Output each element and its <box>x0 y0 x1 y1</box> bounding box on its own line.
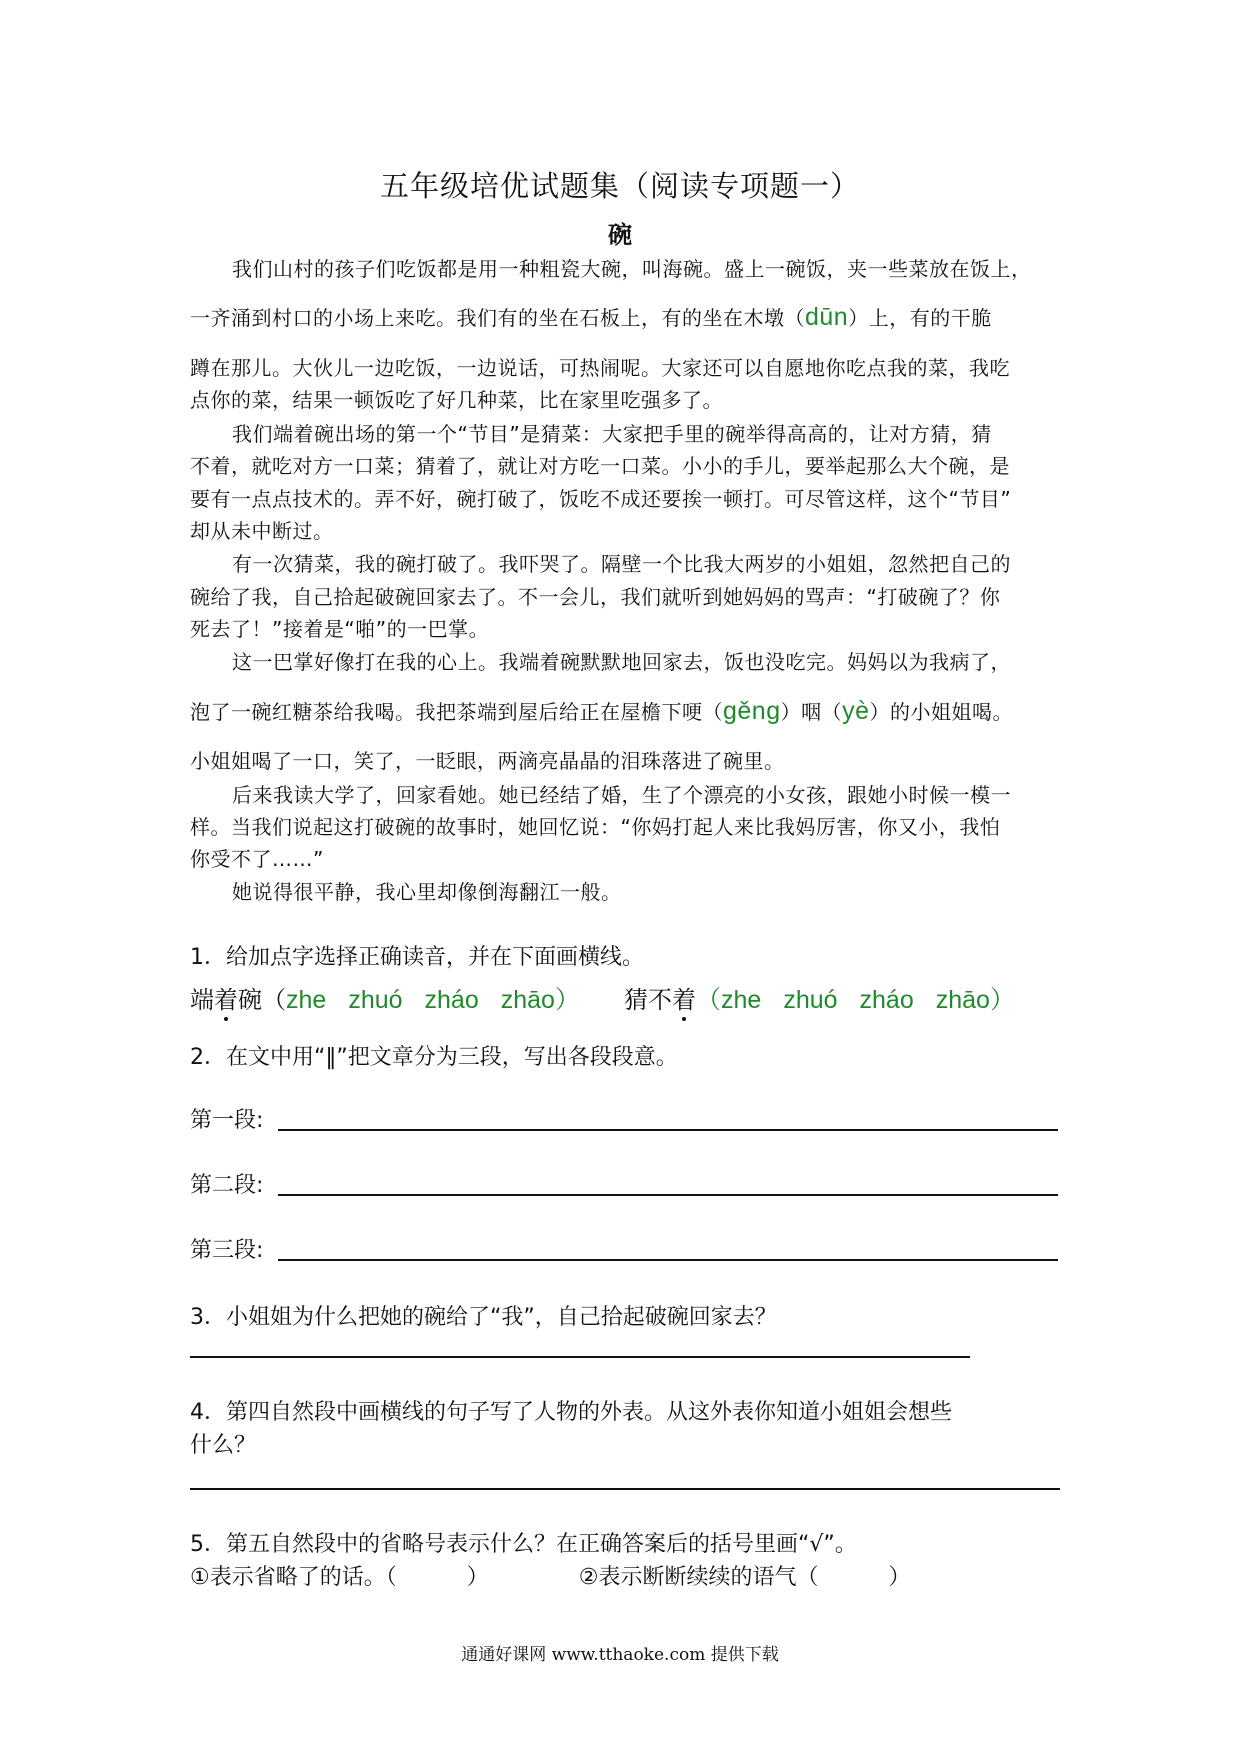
passage-line: 这一巴掌好像打在我的心上。我端着碗默默地回家去，饭也没吃完。妈妈以为我病了， <box>232 650 1011 674</box>
passage-line: 要有一点点技术的。弄不好，碗打破了，饭吃不成还要挨一顿打。可尽管这样，这个“节目” <box>190 487 1012 511</box>
passage-line: 有一次猜菜，我的碗打破了。我吓哭了。隔壁一个比我大两岁的小姐姐，忽然把自己的 <box>232 552 1011 576</box>
q5-choice-2-text: ②表示断断续续的语气（ <box>578 1565 819 1590</box>
q5-choices <box>190 1560 911 1591</box>
q1-bracket: ） <box>554 986 580 1014</box>
pinyin-option[interactable]: zhe <box>721 986 762 1014</box>
q1-word: 端 <box>190 986 214 1014</box>
passage-text: 一齐涌到村口的小场上来吃。我们有的坐在石板上，有的坐在木墩（ <box>190 306 805 330</box>
q1-options <box>190 980 1015 1016</box>
passage-line: 样。当我们说起这打破碗的故事时，她回忆说：“你妈打起人来比我妈厉害，你又小，我怕 <box>190 815 1001 839</box>
pinyin-option[interactable]: zhuó <box>783 986 838 1014</box>
passage-title: 碗 <box>608 221 632 249</box>
passage-text: ）的小姐姐喝。 <box>869 700 1014 724</box>
passage-line <box>190 696 1013 726</box>
segment-2-label: 第二段: <box>190 1173 264 1198</box>
q1-option-group-1 <box>190 980 580 1016</box>
passage-line: 碗给了我，自己拾起破碗回家去了。不一会儿，我们就听到她妈妈的骂声：“打破碗了？你 <box>190 585 1001 609</box>
pinyin-option[interactable]: zhāo <box>500 986 555 1014</box>
passage-text: ）咽（ <box>780 700 843 724</box>
q1-option-group-2 <box>624 980 1015 1016</box>
question-4-line-1: 4．第四自然段中画横线的句子写了人物的外表。从这外表你知道小姐姐会想些 <box>190 1400 952 1425</box>
passage-line: 点你的菜，结果一顿饭吃了好几种菜，比在家里吃强多了。 <box>190 388 723 412</box>
pinyin-option[interactable]: zhe <box>286 986 327 1014</box>
passage-line: 不着，就吃对方一口菜；猜着了，就让对方吃一口菜。小小的手儿，要举起那么大个碗，是 <box>190 454 1010 478</box>
passage-line: 却从未中断过。 <box>190 519 334 543</box>
pinyin-option[interactable]: zháo <box>859 986 914 1014</box>
question-2: 2．在文中用“‖”把文章分为三段，写出各段段意。 <box>190 1045 678 1070</box>
segment-3-label: 第三段: <box>190 1238 264 1263</box>
passage-line: 我们端着碗出场的第一个“节目”是猜菜：大家把手里的碗举得高高的，让对方猜，猜 <box>232 422 992 446</box>
answer-line-q4[interactable] <box>190 1488 1060 1490</box>
passage-line: 小姐姐喝了一口，笑了，一眨眼，两滴亮晶晶的泪珠落进了碗里。 <box>190 749 785 773</box>
q5-choice-2[interactable] <box>579 1565 911 1590</box>
passage-line: 蹲在那儿。大伙儿一边吃饭，一边说话，可热闹呢。大家还可以自愿地你吃点我的菜，我吃 <box>190 356 1010 380</box>
pinyin-option[interactable]: zhuó <box>348 986 403 1014</box>
q5-bracket: ） <box>888 1565 911 1590</box>
q5-choice-1-text: ①表示省略了的话。（ <box>190 1565 397 1590</box>
q5-choice-1[interactable] <box>190 1565 489 1590</box>
q1-bracket: ） <box>989 986 1015 1014</box>
q5-bracket: ） <box>466 1565 489 1590</box>
q1-word: 猜不 <box>623 986 672 1014</box>
passage-line <box>190 302 992 332</box>
q1-bracket: （ <box>695 986 721 1014</box>
dotted-character: 着 <box>671 986 696 1014</box>
dotted-character: 着 <box>214 986 238 1014</box>
pinyin-annotation: gěng <box>723 697 781 725</box>
answer-line-segment-2[interactable] <box>278 1194 1058 1196</box>
footer-credit: 通通好课网 www.tthaoke.com 提供下载 <box>461 1645 779 1665</box>
answer-line-segment-1[interactable] <box>278 1129 1058 1131</box>
answer-line-segment-3[interactable] <box>278 1259 1058 1261</box>
pinyin-option[interactable]: zháo <box>424 986 479 1014</box>
pinyin-annotation: dūn <box>805 303 849 331</box>
pinyin-annotation: yè <box>842 697 870 725</box>
answer-line-q3[interactable] <box>190 1356 970 1358</box>
pinyin-option[interactable]: zhāo <box>935 986 990 1014</box>
question-4-line-2: 什么？ <box>190 1433 257 1458</box>
segment-1-label: 第一段: <box>190 1108 264 1133</box>
question-1: 1．给加点字选择正确读音，并在下面画横线。 <box>190 945 644 970</box>
passage-line: 你受不了……” <box>190 847 324 871</box>
passage-text: ）上，有的干脆 <box>848 306 992 330</box>
question-5: 5．第五自然段中的省略号表示什么？在正确答案后的括号里画“√”。 <box>190 1532 857 1557</box>
passage-line: 后来我读大学了，回家看她。她已经结了婚，生了个漂亮的小女孩，跟她小时候一模一 <box>232 783 1011 807</box>
passage-line: 死去了！”接着是“啪”的一巴掌。 <box>190 617 490 641</box>
passage-line: 我们山村的孩子们吃饭都是用一种粗瓷大碗，叫海碗。盛上一碗饭，夹一些菜放在饭上， <box>232 257 1032 281</box>
question-3: 3．小姐姐为什么把她的碗给了“我”，自己拾起破碗回家去？ <box>190 1305 777 1330</box>
page-title: 五年级培优试题集（阅读专项题一） <box>379 169 860 203</box>
q1-word: 碗（ <box>238 986 286 1014</box>
passage-text: 泡了一碗红糖茶给我喝。我把茶端到屋后给正在屋檐下哽（ <box>190 700 723 724</box>
passage-line: 她说得很平静，我心里却像倒海翻江一般。 <box>232 880 622 904</box>
